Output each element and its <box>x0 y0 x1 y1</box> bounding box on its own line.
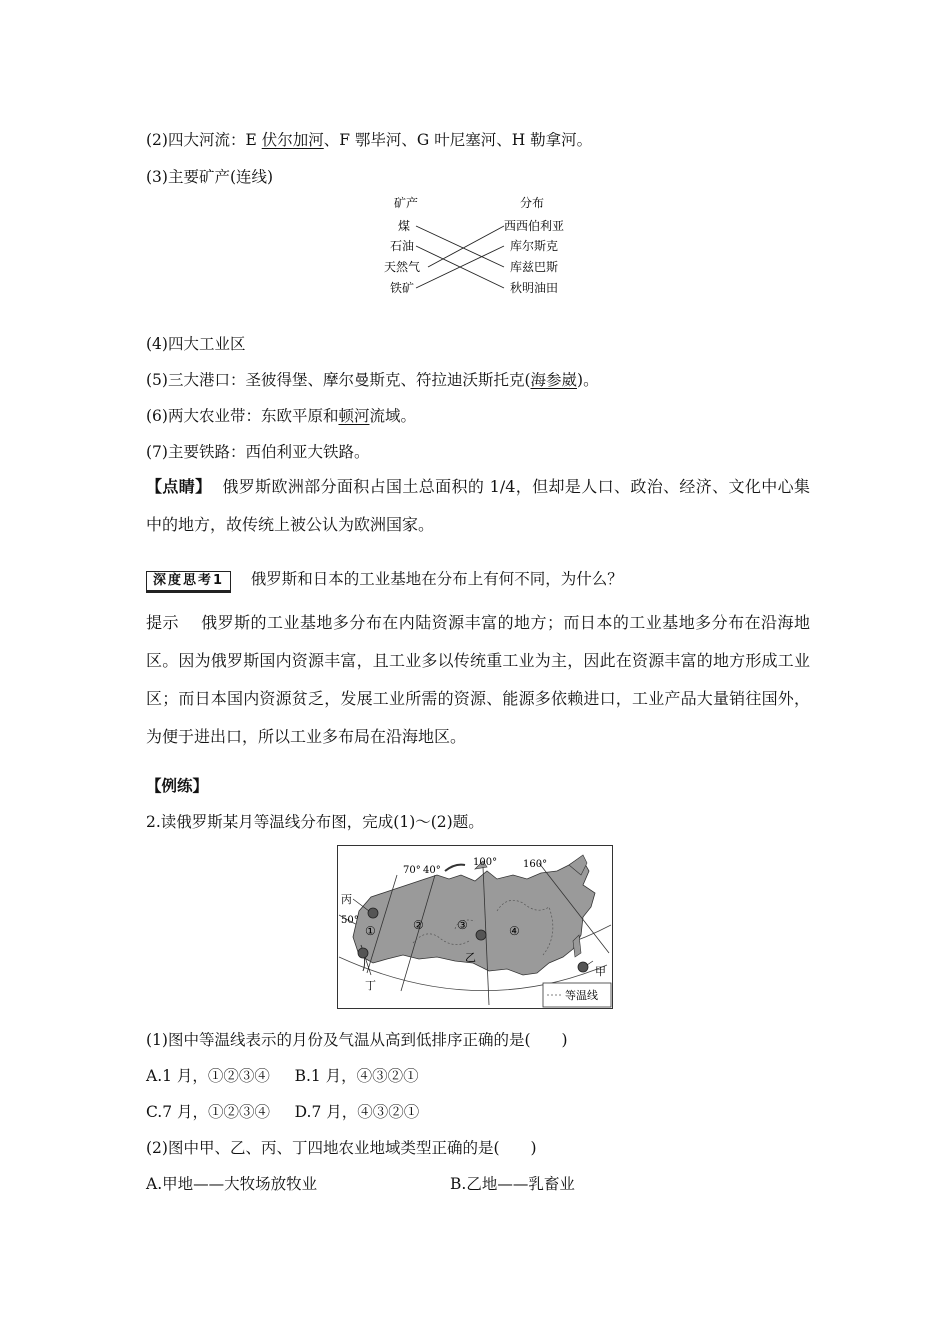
place-marker-yi <box>476 930 486 940</box>
rivers-prefix: (2)四大河流：E <box>146 131 262 149</box>
q2-sub2: (2)图中甲、乙、丙、丁四地农业地域类型正确的是( ) <box>146 1139 537 1157</box>
mineral-right-1: 库尔斯克 <box>510 239 559 253</box>
zone-1: ① <box>365 924 376 938</box>
industry-line: (4)四大工业区 <box>146 335 246 353</box>
think-hint <box>146 604 810 756</box>
tip-text: 俄罗斯欧洲部分面积占国土总面积的 1/4，但却是人口、政治、经济、文化中心集中的地方，故传统上被公认为欧洲国家。 <box>146 477 810 534</box>
ports-prefix: (5)三大港口：圣彼得堡、摩尔曼斯克、符拉迪沃斯托克( <box>146 371 531 389</box>
think-question: 俄罗斯和日本的工业基地在分布上有何不同，为什么？ <box>250 570 623 588</box>
zone-3: ③ <box>457 918 468 932</box>
tip-label: 【点睛】 <box>146 477 212 496</box>
think-line <box>146 567 623 593</box>
example-label: 【例练】 <box>146 776 209 795</box>
q2-options-cd <box>146 1100 419 1122</box>
minerals-title: (3)主要矿产(连线) <box>146 168 274 186</box>
mineral-left-3: 铁矿 <box>390 281 415 295</box>
q2-sub2-opt-b: B.乙地——乳畜业 <box>450 1175 575 1193</box>
mineral-left-1: 石油 <box>390 239 415 253</box>
agri-underlined: 顿河 <box>338 407 370 425</box>
q2-stem: 2.读俄罗斯某月等温线分布图，完成(1)～(2)题。 <box>146 813 484 831</box>
rivers-line <box>146 128 592 150</box>
place-marker-ding <box>358 948 368 958</box>
place-marker-bing <box>368 908 378 918</box>
match-line-gas <box>428 226 504 267</box>
agri-line <box>146 404 416 426</box>
q2-sub1: (1)图中等温线表示的月份及气温从高到低排序正确的是( ) <box>146 1031 568 1049</box>
minerals-right-header: 分布 <box>520 196 545 210</box>
q2-opt-b: B.1 月，④③②① <box>294 1067 419 1085</box>
q2-options-ab <box>146 1064 419 1086</box>
place-marker-jia <box>578 962 588 972</box>
lon-label-100: 100° <box>473 857 498 868</box>
place-label-yi: 乙 <box>465 951 476 964</box>
map-legend-label: 等温线 <box>565 989 598 1002</box>
q2-sub2-opt-a: A.甲地——大牧场放牧业 <box>146 1175 318 1193</box>
mineral-right-2: 库兹巴斯 <box>510 260 559 274</box>
tip-paragraph <box>146 468 810 544</box>
railway-line: (7)主要铁路：西伯利亚大铁路。 <box>146 443 370 461</box>
lat-label-50: 50° <box>341 915 359 926</box>
match-line-coal <box>416 226 504 267</box>
zone-2: ② <box>413 918 424 932</box>
rivers-e-name: 伏尔加河 <box>261 131 324 149</box>
zone-4: ④ <box>509 924 520 938</box>
ports-underlined: 海参崴 <box>530 371 578 389</box>
agri-suffix: 流域。 <box>369 407 416 425</box>
mineral-right-0: 西西伯利亚 <box>504 219 565 233</box>
ports-line <box>146 368 599 390</box>
place-label-ding: 丁 <box>365 979 376 992</box>
think-hint-label: 提示 <box>146 613 179 632</box>
minerals-left-header: 矿产 <box>394 196 419 210</box>
place-label-jia: 甲 <box>595 965 606 978</box>
mineral-left-2: 天然气 <box>384 260 421 274</box>
russia-isotherm-map <box>337 845 613 1009</box>
place-label-bing: 丙 <box>341 893 352 906</box>
minerals-matching-diagram <box>370 192 590 302</box>
rivers-rest: 、F 鄂毕河、G 叶尼塞河、H 勒拿河。 <box>323 131 593 149</box>
ports-suffix: )。 <box>577 371 599 389</box>
lon-label-70: 70° <box>403 865 421 876</box>
mineral-right-3: 秋明油田 <box>510 281 559 295</box>
q2-opt-a: A.1 月，①②③④ <box>146 1067 270 1085</box>
think-badge: 深度思考1 <box>146 571 231 593</box>
q2-opt-d: D.7 月，④③②① <box>294 1103 420 1121</box>
agri-prefix: (6)两大农业带：东欧平原和 <box>146 407 339 425</box>
lon-label-160: 160° <box>523 859 548 870</box>
mineral-left-0: 煤 <box>398 219 411 233</box>
q2-opt-c: C.7 月，①②③④ <box>146 1103 271 1121</box>
think-hint-text: 俄罗斯的工业基地多分布在内陆资源丰富的地方；而日本的工业基地多分布在沿海地区。因为俄罗斯国内资源丰富，且工业多以传统重工业为主，因此在资源丰富的地方形成工业区；而日本国内资源贫乏，发展工业所需的资源、能源多依赖进口，工业产品大量销往国外，为便于进出口，所以工业多布局在沿海地区。 <box>146 613 810 746</box>
lon-label-40: 40° <box>423 865 441 876</box>
